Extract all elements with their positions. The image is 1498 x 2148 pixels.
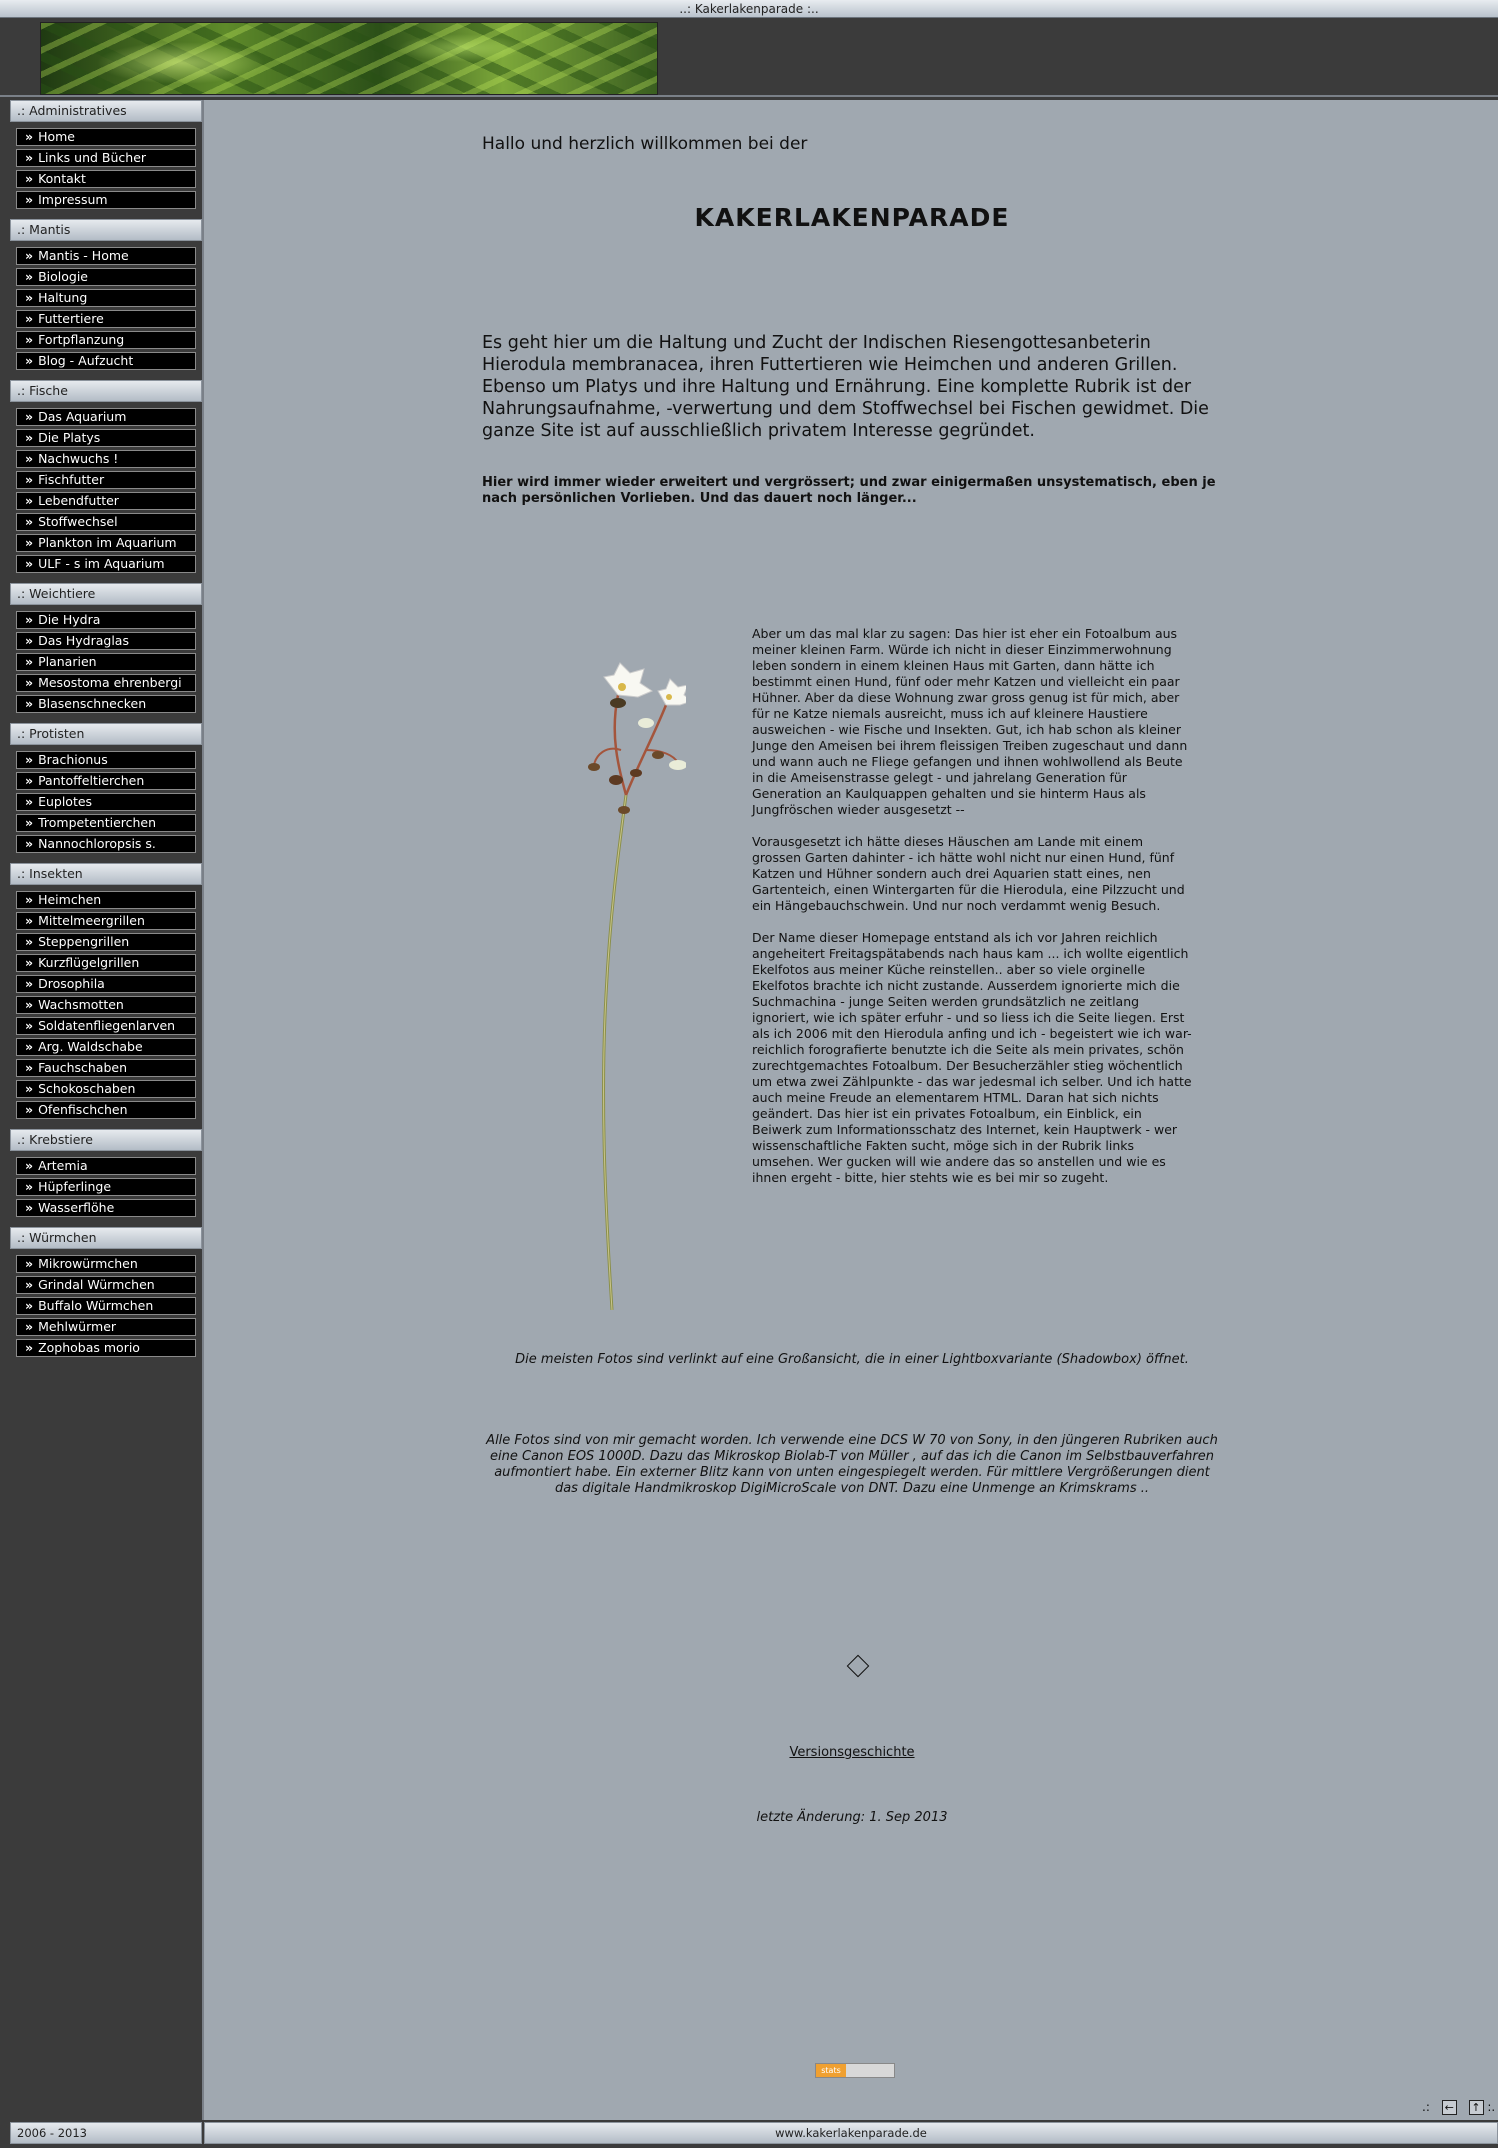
double-chevron-icon: » (25, 1340, 34, 1355)
sidebar-nav-item[interactable] (16, 170, 196, 188)
sidebar-section (10, 1227, 202, 1357)
sidebar-nav-item[interactable] (16, 1157, 196, 1175)
sidebar-nav-item[interactable] (16, 695, 196, 713)
double-chevron-icon: » (25, 192, 34, 207)
sidebar-nav-item[interactable] (16, 310, 196, 328)
sidebar-nav-item[interactable] (16, 331, 196, 349)
sidebar-section-title: .: Mantis (10, 219, 202, 241)
double-chevron-icon: » (25, 1039, 34, 1054)
double-chevron-icon: » (25, 535, 34, 550)
sidebar-nav-item[interactable] (16, 814, 196, 832)
stats-counter-badge[interactable] (815, 2063, 895, 2078)
sidebar-nav-label: Trompetentierchen (38, 815, 157, 830)
sidebar-nav-item[interactable] (16, 1297, 196, 1315)
footer-url: www.kakerlakenparade.de (204, 2122, 1498, 2144)
sidebar-nav-item[interactable] (16, 1178, 196, 1196)
window-title: ..: Kakerlakenparade :.. (0, 0, 1498, 18)
sidebar-nav-label: Pantoffeltierchen (38, 773, 145, 788)
sidebar-nav-label: Mantis - Home (38, 248, 129, 263)
sidebar-nav-label: Plankton im Aquarium (38, 535, 177, 550)
sidebar-nav-item[interactable] (16, 996, 196, 1014)
story-text (752, 626, 1192, 1202)
sidebar-nav-label: Kontakt (38, 171, 86, 186)
version-history-link[interactable]: Versionsgeschichte (789, 1745, 915, 1760)
sidebar-nav-label: Haltung (38, 290, 88, 305)
double-chevron-icon: » (25, 1018, 34, 1033)
sidebar-nav-label: Mittelmeergrillen (38, 913, 145, 928)
footer-years: 2006 - 2013 (10, 2122, 202, 2144)
sidebar-section-title: .: Krebstiere (10, 1129, 202, 1151)
double-chevron-icon: » (25, 913, 34, 928)
sidebar-section-title: .: Fische (10, 380, 202, 402)
sidebar-nav-item[interactable] (16, 1199, 196, 1217)
sidebar-section (10, 863, 202, 1119)
sidebar-nav-label: Fauchschaben (38, 1060, 128, 1075)
sidebar-nav-item[interactable] (16, 1059, 196, 1077)
double-chevron-icon: » (25, 1179, 34, 1194)
sidebar-nav-item[interactable] (16, 653, 196, 671)
sidebar-nav-label: Nannochloropsis s. (38, 836, 156, 851)
double-chevron-icon: » (25, 675, 34, 690)
sidebar-nav-label: Fischfutter (38, 472, 105, 487)
stats-badge-label: stats (816, 2064, 846, 2077)
sidebar-nav-label: Die Platys (38, 430, 101, 445)
double-chevron-icon: » (25, 311, 34, 326)
sidebar-nav-label: Nachwuchs ! (38, 451, 119, 466)
sidebar-nav-label: Das Aquarium (38, 409, 127, 424)
double-chevron-icon: » (25, 269, 34, 284)
double-chevron-icon: » (25, 472, 34, 487)
double-chevron-icon: » (25, 150, 34, 165)
double-chevron-icon: » (25, 836, 34, 851)
double-chevron-icon: » (25, 1277, 34, 1292)
double-chevron-icon: » (25, 696, 34, 711)
sidebar-nav-item[interactable] (16, 1339, 196, 1357)
double-chevron-icon: » (25, 129, 34, 144)
sidebar-nav-item[interactable] (16, 555, 196, 573)
intro-note: Hier wird immer wieder erweitert und vergrössert; und zwar einigermaßen unsystematisch, eben je nach persönlichen Vorlieben. Und das dauert noch länger... (482, 475, 1216, 506)
double-chevron-icon: » (25, 409, 34, 424)
story-paragraph: Vorausgesetzt ich hätte dieses Häuschen am Lande mit einem grossen Garten dahinter - ich hätte wohl nicht nur einen Hund, fünf Katzen und Hühner sondern auch drei Aquarien statt eines, nen Gartenteich, einen Wintergarten für die Hierodula, eine Pilzzucht und ein Hängebauchschwein. Und nur noch verdammt wenig Besuch. (752, 834, 1185, 913)
sidebar-section-title: .: Würmchen (10, 1227, 202, 1249)
double-chevron-icon: » (25, 633, 34, 648)
page-title: KAKERLAKENPARADE (694, 203, 1010, 232)
sidebar-nav-item[interactable] (16, 912, 196, 930)
sidebar-nav-label: Grindal Würmchen (38, 1277, 155, 1292)
sidebar-section-title: .: Weichtiere (10, 583, 202, 605)
intro-paragraph: Es geht hier um die Haltung und Zucht der Indischen Riesengottesanbeterin Hierodula membranacea, ihren Futtertieren wie Heimchen und anderen Grillen. Ebenso um Platys und ihre Haltung und Ernährung. Eine komplette Rubrik ist der Nahrungsaufnahme, -verwertung und dem Stoffwechsel bei Fischen gewidmet. Die ganze Site ist auf ausschließlich privatem Interesse gegründet. (482, 333, 1209, 441)
sidebar-nav-label: Soldatenfliegenlarven (38, 1018, 176, 1033)
double-chevron-icon: » (25, 290, 34, 305)
sidebar-nav-item[interactable] (16, 429, 196, 447)
sidebar-nav-label: Mesostoma ehrenbergi (38, 675, 182, 690)
sidebar-section (10, 1129, 202, 1217)
double-chevron-icon: » (25, 248, 34, 263)
sidebar-section-title: .: Administratives (10, 100, 202, 122)
sidebar-nav-label: Links und Bücher (38, 150, 147, 165)
sidebar-nav-item[interactable] (16, 1276, 196, 1294)
corner-navigation (1422, 2100, 1495, 2118)
sidebar-nav-item[interactable] (16, 450, 196, 468)
sidebar-nav-label: Futtertiere (38, 311, 104, 326)
sidebar-nav-label: Heimchen (38, 892, 102, 907)
main-content (202, 100, 1498, 2120)
story-paragraph: Der Name dieser Homepage entstand als ich vor Jahren reichlich angeheitert Freitagspätabends nach haus kam ... ich wollte eigentlich Ekelfotos aus meiner Küche reinstellen.. aber so viele orginelle Ekelfotos brachte ich nicht zustande. Ausserdem ignorierte mich die Suchmachina - junge Seiten werden grundsätzlich ne zeitlang ignoriert, wie ich später erfuhr - und so liess ich die Seite liegen. Erst als ich 2006 mit den Hierodula anfing und ich - begeistert wie ich war- reichlich forografierte benutzte ich die Seite als mein privates, schön zurechtgemachtes Fotoalbum. Der Besucherzähler stieg wöchentlich um etwa zwei Zählpunkte - das war jedesmal ich selber. Und ich hatte auch meine Freude an elementarem HTML. Daran hat sich nichts geändert. Das hier ist ein privates Fotoalbum, ein Einblick, ein Beiwerk zum Informationsschatz des Internet, kein Hauptwerk - wer wissenschaftliche Fakten sucht, möge sich in der Rubrik links umsehen. Wer gucken will wie andere das so anstellen und wie es ihnen ergeht - bitte, hier stehts wie es bei mir so zugeht. (752, 930, 1192, 1185)
sidebar-section (10, 583, 202, 713)
sidebar-nav-item[interactable] (16, 128, 196, 146)
sidebar-nav-item[interactable] (16, 352, 196, 370)
sidebar-nav-item[interactable] (16, 513, 196, 531)
sidebar-section (10, 219, 202, 370)
last-change-date: letzte Änderung: 1. Sep 2013 (756, 1810, 948, 1825)
sidebar-nav-label: Hüpferlinge (38, 1179, 112, 1194)
double-chevron-icon: » (25, 794, 34, 809)
sidebar-nav-item[interactable] (16, 975, 196, 993)
sidebar (10, 100, 202, 2120)
sidebar-section-title: .: Protisten (10, 723, 202, 745)
sidebar-nav-label: Biologie (38, 269, 88, 284)
sidebar-nav-item[interactable] (16, 632, 196, 650)
sidebar-nav-item[interactable] (16, 268, 196, 286)
double-chevron-icon: » (25, 353, 34, 368)
double-chevron-icon: » (25, 1256, 34, 1271)
double-chevron-icon: » (25, 773, 34, 788)
double-chevron-icon: » (25, 976, 34, 991)
double-chevron-icon: » (25, 892, 34, 907)
photo-note: Die meisten Fotos sind verlinkt auf eine Großansicht, die in einer Lightboxvariante (Shadowbox) öffnet. (515, 1352, 1189, 1367)
diamond-icon (847, 1655, 870, 1678)
camera-note: Alle Fotos sind von mir gemacht worden. Ich verwende eine DCS W 70 von Sony, in den jüngeren Rubriken auch eine Canon EOS 1000D. Dazu das Mikroskop Biolab-T von Müller , auf das ich die Canon im Selbstbauverfahren aufmontiert habe. Ein externer Blitz kann von unten eingespiegelt werden. Für mittlere Vergrößerungen dient das digitale Handmikroskop DigiMicroScale von DNT. Dazu eine Unmenge an Krimskrams .. (486, 1433, 1218, 1496)
sidebar-nav-label: Mikrowürmchen (38, 1256, 138, 1271)
sidebar-nav-label: Blasenschnecken (38, 696, 147, 711)
sidebar-nav-label: Wachsmotten (38, 997, 124, 1012)
sidebar-nav-item[interactable] (16, 772, 196, 790)
sidebar-nav-item[interactable] (16, 1255, 196, 1273)
sidebar-nav-label: Artemia (38, 1158, 88, 1173)
sidebar-nav-label: Euplotes (38, 794, 93, 809)
double-chevron-icon: » (25, 1158, 34, 1173)
double-chevron-icon: » (25, 430, 34, 445)
sidebar-nav-item[interactable] (16, 793, 196, 811)
double-chevron-icon: » (25, 514, 34, 529)
double-chevron-icon: » (25, 815, 34, 830)
sidebar-nav-item[interactable] (16, 149, 196, 167)
double-chevron-icon: » (25, 1102, 34, 1117)
sidebar-nav-label: Steppengrillen (38, 934, 130, 949)
double-chevron-icon: » (25, 1200, 34, 1215)
sidebar-nav-item[interactable] (16, 835, 196, 853)
sidebar-nav-label: Planarien (38, 654, 97, 669)
sidebar-nav-label: ULF - s im Aquarium (38, 556, 165, 571)
sidebar-nav-label: Schokoschaben (38, 1081, 136, 1096)
sidebar-nav-label: Wasserflöhe (38, 1200, 115, 1215)
sidebar-nav-item[interactable] (16, 611, 196, 629)
sidebar-nav-label: Die Hydra (38, 612, 101, 627)
sidebar-nav-item[interactable] (16, 751, 196, 769)
double-chevron-icon: » (25, 612, 34, 627)
sidebar-nav-item[interactable] (16, 191, 196, 209)
double-chevron-icon: » (25, 451, 34, 466)
double-chevron-icon: » (25, 1298, 34, 1313)
double-chevron-icon: » (25, 171, 34, 186)
sidebar-nav-label: Mehlwürmer (38, 1319, 117, 1334)
double-chevron-icon: » (25, 997, 34, 1012)
sidebar-nav-label: Zophobas morio (38, 1340, 140, 1355)
double-chevron-icon: » (25, 752, 34, 767)
sidebar-nav-item[interactable] (16, 534, 196, 552)
sidebar-nav-label: Impressum (38, 192, 108, 207)
sidebar-nav-label: Buffalo Würmchen (38, 1298, 154, 1313)
double-chevron-icon: » (25, 934, 34, 949)
sidebar-nav-item[interactable] (16, 1038, 196, 1056)
sidebar-nav-label: Blog - Aufzucht (38, 353, 134, 368)
sidebar-section (10, 723, 202, 853)
sidebar-nav-label: Lebendfutter (38, 493, 119, 508)
banner-image (40, 22, 658, 95)
sidebar-nav-label: Arg. Waldschabe (38, 1039, 143, 1054)
sidebar-section-title: .: Insekten (10, 863, 202, 885)
sidebar-nav-label: Stoffwechsel (38, 514, 118, 529)
sidebar-nav-item[interactable] (16, 954, 196, 972)
arrow-up-icon[interactable]: ↑ (1469, 2100, 1484, 2115)
sidebar-nav-label: Das Hydraglas (38, 633, 129, 648)
greeting-text: Hallo und herzlich willkommen bei der (482, 134, 808, 154)
corner-prefix: .: (1422, 2100, 1430, 2114)
sidebar-nav-item[interactable] (16, 471, 196, 489)
sidebar-nav-item[interactable] (16, 1080, 196, 1098)
story-paragraph: Aber um das mal klar zu sagen: Das hier ist eher ein Fotoalbum aus meiner kleinen Farm. Würde ich nicht in dieser Einzimmerwohnung leben sondern in einem kleinen Haus mit Garten, dann hätte ich bestimmt einen Hund, fünf oder mehr Katzen und vielleicht ein paar Hühner. Aber da diese Wohnung zwar gross genug ist für mich, aber für ne Katze niemals ausreicht, muss ich auf kleinere Haustiere ausweichen - wie Fische und Insekten. Gut, ich hab schon als kleiner Junge den Ameisen bei ihrem fleissigen Treiben zugeschaut und dann und wann auch ne Fliege gefangen und ihnen wohlwollend als Beute in die Ameisenstrasse gelegt - und jahrelang Generation für Generation an Kaulquappen gehalten und sie hinterm Haus als Jungfröschen wieder ausgesetzt -- (752, 626, 1188, 817)
sidebar-nav-item[interactable] (16, 674, 196, 692)
sidebar-nav-label: Home (38, 129, 75, 144)
sidebar-nav-item[interactable] (16, 1017, 196, 1035)
sidebar-nav-item[interactable] (16, 1318, 196, 1336)
sidebar-section (10, 380, 202, 573)
sidebar-nav-item[interactable] (16, 408, 196, 426)
sidebar-nav-label: Fortpflanzung (38, 332, 125, 347)
arrow-left-icon[interactable]: ← (1442, 2100, 1457, 2115)
double-chevron-icon: » (25, 332, 34, 347)
double-chevron-icon: » (25, 1081, 34, 1096)
sidebar-nav-item[interactable] (16, 1101, 196, 1119)
double-chevron-icon: » (25, 955, 34, 970)
double-chevron-icon: » (25, 556, 34, 571)
double-chevron-icon: » (25, 493, 34, 508)
sidebar-nav-item[interactable] (16, 933, 196, 951)
corner-suffix: :. (1487, 2100, 1496, 2114)
sidebar-nav-item[interactable] (16, 247, 196, 265)
header-banner (0, 19, 1498, 97)
plant-photo[interactable] (526, 655, 686, 1310)
double-chevron-icon: » (25, 1060, 34, 1075)
sidebar-nav-label: Ofenfischchen (38, 1102, 128, 1117)
double-chevron-icon: » (25, 654, 34, 669)
sidebar-nav-label: Brachionus (38, 752, 108, 767)
sidebar-nav-label: Kurzflügelgrillen (38, 955, 140, 970)
sidebar-nav-label: Drosophila (38, 976, 105, 991)
sidebar-nav-item[interactable] (16, 289, 196, 307)
sidebar-nav-item[interactable] (16, 891, 196, 909)
double-chevron-icon: » (25, 1319, 34, 1334)
sidebar-nav-item[interactable] (16, 492, 196, 510)
sidebar-section (10, 100, 202, 209)
